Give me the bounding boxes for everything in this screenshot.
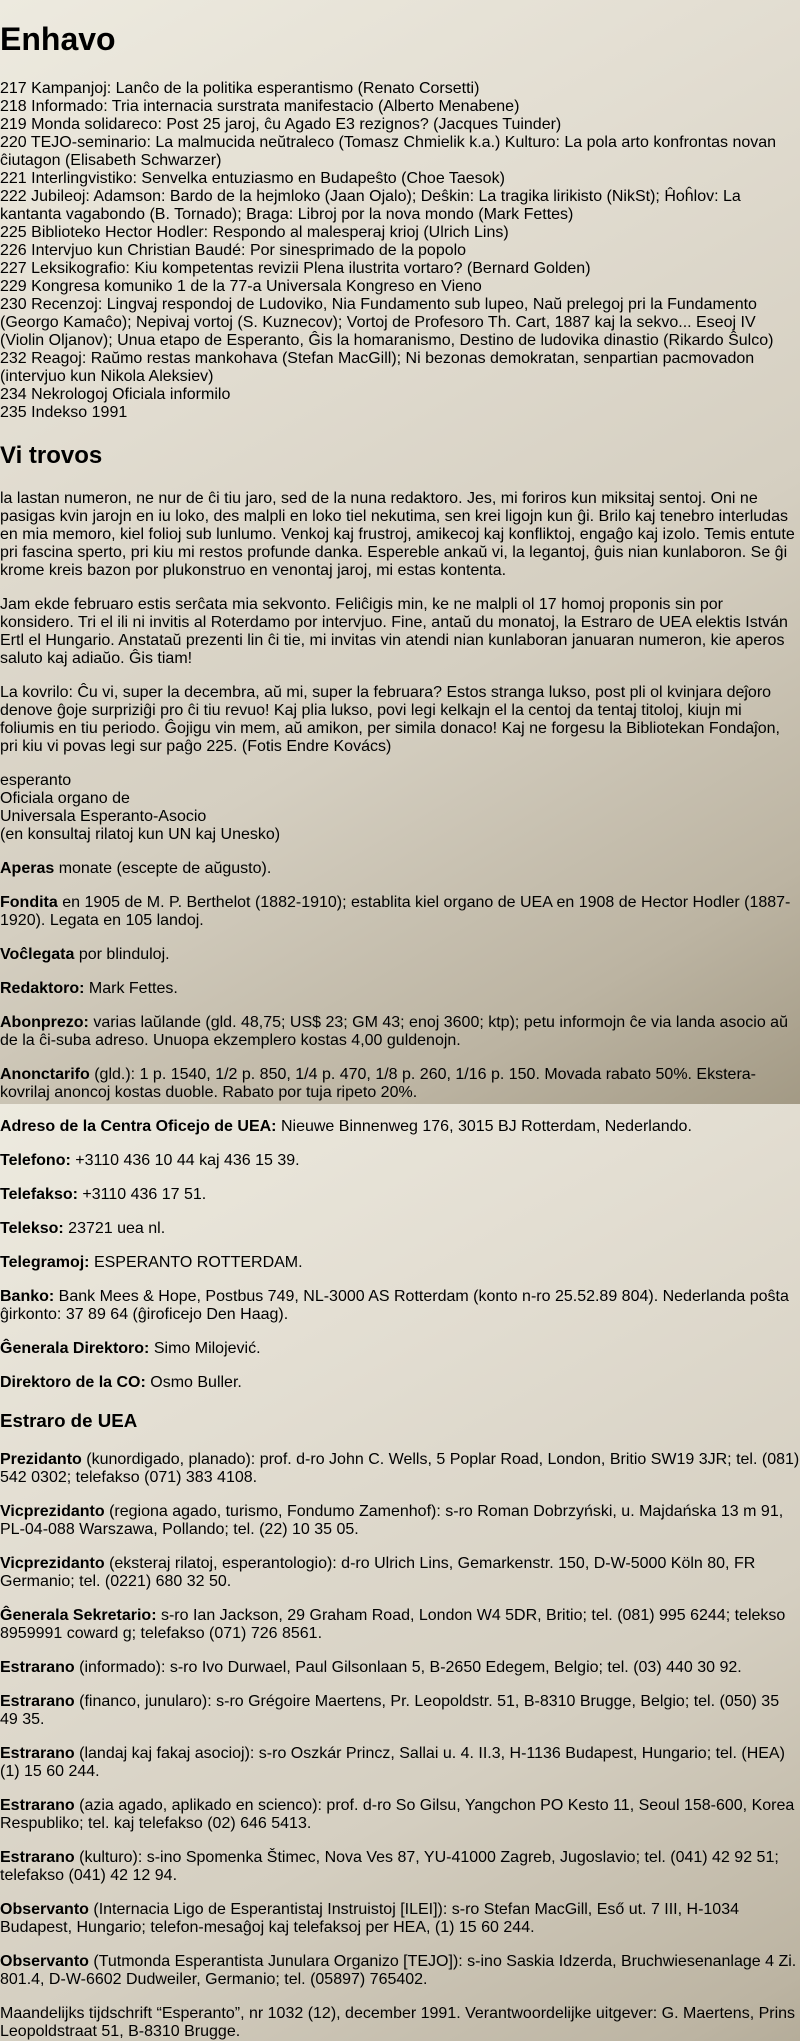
esperanto-logo: esperanto <box>0 771 72 789</box>
masthead-item-text: por blinduloj. <box>74 945 170 963</box>
toc-entry-page-number: 219 <box>0 115 27 133</box>
office-info-list <box>0 1254 800 1392</box>
cover-note-paragraph <box>0 684 800 756</box>
masthead-item-label: Abonprezo: <box>0 1013 89 1031</box>
masthead-column-2 <box>0 1254 800 1643</box>
toc-entry-page-number: 234 <box>0 385 27 403</box>
board-member-item <box>0 1607 800 1643</box>
toc-entry <box>0 350 800 386</box>
masthead-item-label: Telefono: <box>0 1151 71 1169</box>
masthead-item-label: Telekso: <box>0 1219 64 1237</box>
toc-entry-page-number: 232 <box>0 349 27 367</box>
toc-entry <box>0 116 800 134</box>
board-member-details: (regiona agado, turismo, Fondumo Zamenhof): s-ro Roman Dobrzyński, u. Majdańska 13 m 91, PL-04-088 Warszawa, Pollando; tel. (22) 10 35 05. <box>0 1503 784 1539</box>
board-member-details: (landaj kaj fakaj asocioj): s-ro Oszkár Princz, Sallai u. 4. II.3, H-1136 Budapest, Hungario; tel. (HEA) (1) 15 60 244. <box>0 1745 785 1781</box>
masthead-info-item <box>0 1186 800 1204</box>
board-member-details: (kunordigado, planado): prof. d-ro John C. Wells, 5 Poplar Road, London, Britio SW19 3JR; tel. (081) 542 0302; telefakso (071) 383 4108. <box>0 1451 800 1487</box>
masthead-item-label: Telefakso: <box>0 1185 78 1203</box>
board-member-role: Vicprezidanto <box>0 1503 105 1521</box>
toc-entry-text: Kampanjoj: Lanĉo de la politika esperantismo (Renato Corsetti) <box>31 79 480 97</box>
estraro-heading: Estraro de UEA <box>0 1410 138 1432</box>
toc-entry-page-number: 230 <box>0 295 27 313</box>
board-member-role: Prezidanto <box>0 1451 82 1469</box>
board-member-role: Vicprezidanto <box>0 1555 105 1573</box>
board-member-details: (Tutmonda Esperantista Junulara Organizo [TEJO]): s-ino Saskia Idzerda, Bruchwiesenanlage 4 Zi. 801.4, D-W-6602 Dudweiler, Germanio; tel. (05897) 765402. <box>0 1953 797 1989</box>
board-member-item <box>0 1901 800 1937</box>
masthead-info-item <box>0 980 800 998</box>
board-member-details: (kulturo): s-ino Spomenka Štimec, Nova Ves 87, YU-41000 Zagreb, Jugoslavio; tel. (041) 42 92 51; telefakso (041) 42 12 94. <box>0 1849 779 1885</box>
toc-list <box>0 80 800 422</box>
cover-note-text: Ĉu vi, super la decembra, aŭ mi, super la februara? Estos stranga lukso, post pli ol kvinjara deĵoro denove ĝoje surpriziĝi pro ĉi tiu revuo! Kaj plia lukso, povi legi kelkajn el la centoj da tentaj titoloj, kiujn mi foliumis en tiu periodo. Ĝojigu vin mem, aŭ amikon, per simila donaco! Kaj ne forgesu la Bibliotekan Fondaĵon, pri kiu vi povas legi sur paĝo 225. (Fotis Endre Kovács) <box>0 683 780 755</box>
toc-entry-text: Interlingvistiko: Senvelka entuziasmo en Budapeŝto (Choe Taesok) <box>31 169 505 187</box>
toc-entry-page-number: 235 <box>0 403 27 421</box>
board-list <box>0 1451 800 1643</box>
masthead-info-item <box>0 946 800 964</box>
toc-entry-page-number: 226 <box>0 241 27 259</box>
office-item-text: Simo Milojević. <box>149 1339 261 1357</box>
office-item-label: Direktoro de la CO: <box>0 1373 146 1391</box>
editorial-paragraph: la lastan numeron, ne nur de ĉi tiu jaro, sed de la nuna redaktoro. Jes, mi foriros kun miksitaj sentoj. Oni ne pasigas kvin jarojn en iu loko, des malpli en loko tiel nekutima, sen krei ligojn kun ĝi. Brilo kaj tenebro interludas en mia memoro, kiel folioj sub lunlumo. Venkoj kaj frustroj, amikecoj kaj konfliktoj, engaĝo kaj izolo. Temis entute pri fascina sperto, pri kiu mi restos profunde danka. Espereble ankaŭ vi, la legantoj, ĝuis nian kunlaboron. Se ĝi krome kreis bazon por plukonstruo en venontaj jaroj, mi estas kontenta. <box>0 489 795 579</box>
office-item-label: Banko: <box>0 1287 55 1305</box>
masthead-column-1 <box>0 772 800 1238</box>
masthead-info-item <box>0 1066 800 1102</box>
masthead-info-item <box>0 1118 800 1136</box>
board-member-item <box>0 1503 800 1539</box>
board-member-item <box>0 1693 800 1729</box>
toc-entry-text: Intervjuo kun Christian Baudé: Por sinesprimado de la popolo <box>31 241 467 259</box>
board-member-role: Estrarano <box>0 1693 75 1711</box>
toc-entry-page-number: 220 <box>0 133 27 151</box>
board-member-item <box>0 1745 800 1781</box>
board-member-item <box>0 1849 800 1885</box>
toc-entry-text: Reagoj: Raŭmo restas mankohava (Stefan MacGill); Ni bezonas demokratan, senpartian pacmovadon (intervjuo kun Nikola Aleksiev) <box>0 349 755 385</box>
board-member-details: (financo, junularo): s-ro Grégoire Maertens, Pr. Leopoldstr. 51, B-8310 Brugge, Belgio; tel. (050) 35 49 35. <box>0 1693 780 1729</box>
toc-entry <box>0 260 800 278</box>
board-member-role: Estrarano <box>0 1745 75 1763</box>
masthead-item-text: 23721 uea nl. <box>63 1219 166 1237</box>
editorial-column <box>0 442 800 756</box>
toc-entry <box>0 386 800 404</box>
masthead-info-item <box>0 894 800 930</box>
toc-section <box>0 21 800 421</box>
board-member-details: (eksteraj rilatoj, esperantologio): d-ro Ulrich Lins, Gemarkenstr. 150, D-W-5000 Köln 80, FR Germanio; tel. (0221) 680 32 50. <box>0 1555 756 1591</box>
magazine-page <box>0 21 800 2041</box>
toc-entry-page-number: 217 <box>0 79 27 97</box>
masthead-info-item <box>0 860 800 878</box>
masthead-item-text: varias laŭlande (gld. 48,75; US$ 23; GM 43; enoj 3600; ktp); petu informojn ĉe via landa asocio aŭ de la ĉi-suba adreso. Unuopa ekzemplero kostas 4,00 guldenojn. <box>0 1013 788 1049</box>
cover-note-lead: La kovrilo: <box>0 683 73 701</box>
board-member-details: s-ro Ian Jackson, 29 Graham Road, London W4 5DR, Britio; tel. (081) 995 6244; telekso 8959991 coward g; telefakso (071) 726 8561. <box>0 1607 786 1643</box>
masthead-item-text: monate (escepte de aŭgusto). <box>54 859 272 877</box>
masthead-item-label: Voĉlegata <box>0 945 75 963</box>
toc-entry-page-number: 218 <box>0 97 27 115</box>
office-item-text: ESPERANTO ROTTERDAM. <box>89 1253 303 1271</box>
masthead-item-text: Nieuwe Binnenweg 176, 3015 BJ Rotterdam, Nederlando. <box>276 1117 692 1135</box>
masthead-info-list <box>0 860 800 1238</box>
board-members-list <box>0 1659 800 1989</box>
toc-entry-text: Recenzoj: Lingvaj respondoj de Ludoviko, Nia Fundamento sub lupeo, Naŭ prelegoj pri la Fundamento (Georgo Kamaĉo); Nepivaj vortoj (S. Kuznecov); Vortoj de Profesoro Th. Cart, 1887 kaj la sekvo... Eseoj IV (Violin Oljanov); Unua etapo de Esperanto, Ĝis la homaranismo, Destino de ludovika dinastio (Rikardo Ŝulco) <box>0 295 774 349</box>
board-member-item <box>0 1659 800 1677</box>
board-member-details: (Internacia Ligo de Esperantistaj Instruistoj [ILEI]): s-ro Stefan MacGill, Eső ut. 7 III, H-1034 Budapest, Hungario; telefon-mesaĝoj kaj telefaksoj per HEA, (1) 15 60 244. <box>0 1901 739 1937</box>
office-item-label: Telegramoj: <box>0 1253 90 1271</box>
toc-entry-text: Informado: Tria internacia surstrata manifestacio (Alberto Menabene) <box>31 97 520 115</box>
office-info-item <box>0 1340 800 1358</box>
masthead-box <box>0 772 800 1989</box>
board-member-role: Estrarano <box>0 1849 75 1867</box>
toc-entry <box>0 188 800 224</box>
masthead-info-item <box>0 1152 800 1170</box>
toc-entry <box>0 98 800 116</box>
toc-entry-text: TEJO-seminario: La malmucida neŭtraleco (Tomasz Chmielik k.a.) Kulturo: La pola arto konfrontas novan ĉiutagon (Elisabeth Schwarzer) <box>0 133 777 169</box>
office-item-text: Bank Mees & Hope, Postbus 749, NL-3000 AS Rotterdam (konto n-ro 25.52.89 804). Nederlanda poŝta ĝirkonto: 37 89 64 (ĝiroficejo Den Haag). <box>0 1287 789 1323</box>
office-info-item <box>0 1288 800 1324</box>
board-member-item <box>0 1797 800 1833</box>
toc-entry-page-number: 222 <box>0 187 27 205</box>
masthead-item-text: +3110 436 17 51. <box>77 1185 207 1203</box>
toc-entry <box>0 80 800 98</box>
board-member-role: Ĝenerala Sekretario: <box>0 1607 157 1625</box>
toc-entry-text: Kongresa komuniko 1 de la 77-a Universala Kongreso en Vieno <box>31 277 482 295</box>
masthead-item-label: Aperas <box>0 859 55 877</box>
toc-entry <box>0 224 800 242</box>
toc-entry-page-number: 225 <box>0 223 27 241</box>
board-member-item <box>0 1555 800 1591</box>
toc-entry-page-number: 221 <box>0 169 27 187</box>
office-item-text: Osmo Buller. <box>145 1373 242 1391</box>
magazine-red-cover-spine <box>58 56 104 1090</box>
masthead-subtitle: Oficiala organo de <box>0 789 130 807</box>
toc-entry-text: Monda solidareco: Post 25 jaroj, ĉu Agado E3 rezignos? (Jacques Tuinder) <box>31 115 562 133</box>
masthead-subtitle-note: (en konsultaj rilatoj kun UN kaj Unesko) <box>0 825 281 843</box>
toc-entry-page-number: 227 <box>0 259 27 277</box>
board-member-role: Observanto <box>0 1953 89 1971</box>
board-member-details: (informado): s-ro Ivo Durwael, Paul Gilsonlaan 5, B-2650 Edegem, Belgio; tel. (03) 440 30 92. <box>74 1659 742 1677</box>
masthead-item-label: Anonctarifo <box>0 1065 90 1083</box>
toc-entry-text: Biblioteko Hector Hodler: Respondo al malesperaj krioj (Ulrich Lins) <box>31 223 509 241</box>
masthead-item-text: +3110 436 10 44 kaj 436 15 39. <box>70 1151 300 1169</box>
masthead-item-label: Fondita <box>0 893 58 911</box>
toc-entry <box>0 278 800 296</box>
toc-entry <box>0 296 800 350</box>
toc-title: Enhavo <box>0 21 116 58</box>
toc-entry-text: Nekrologoj Oficiala informilo <box>31 385 231 403</box>
board-member-role: Observanto <box>0 1901 89 1919</box>
office-item-label: Ĝenerala Direktoro: <box>0 1339 150 1357</box>
office-info-item <box>0 1374 800 1392</box>
imprint-line: Maandelijks tijdschrift “Esperanto”, nr 1032 (12), december 1991. Verantwoordelijke uitgever: G. Maertens, Prins Leopoldstraat 51, B-8310 Brugge. <box>0 2005 796 2041</box>
masthead-item-label: Adreso de la Centra Oficejo de UEA: <box>0 1117 277 1135</box>
toc-entry <box>0 404 800 422</box>
masthead-info-item <box>0 1014 800 1050</box>
board-member-item <box>0 1953 800 1989</box>
toc-entry <box>0 170 800 188</box>
masthead-info-item <box>0 1220 800 1238</box>
board-member-role: Estrarano <box>0 1659 75 1677</box>
masthead-subtitle: Universala Esperanto-Asocio <box>0 807 207 825</box>
masthead-item-text: (gld.): 1 p. 1540, 1/2 p. 850, 1/4 p. 470, 1/8 p. 260, 1/16 p. 150. Movada rabato 50%. Ekstera-kovrilaj anoncoj kostas duoble. Rabato por tuja ripeto 20%. <box>0 1065 756 1101</box>
toc-entry <box>0 242 800 260</box>
toc-entry-text: Jubileoj: Adamson: Bardo de la hejmloko (Jaan Ojalo); Deŝkin: La tragika lirikisto (NikSt); Ĥoĥlov: La kantanta vagabondo (B. Tornado); Braga: Libroj por la nova mondo (Mark Fettes) <box>0 187 741 223</box>
office-info-item <box>0 1254 800 1272</box>
board-member-role: Estrarano <box>0 1797 75 1815</box>
masthead-item-text: Mark Fettes. <box>84 979 178 997</box>
editorial-title: Vi trovos <box>0 441 103 469</box>
board-member-item <box>0 1451 800 1487</box>
toc-entry <box>0 134 800 170</box>
masthead-item-label: Redaktoro: <box>0 979 85 997</box>
editorial-paragraph: Jam ekde februaro estis serĉata mia sekvonto. Feliĉigis min, ke ne malpli ol 17 homoj proponis sin por konsidero. Tri el ili ni invitis al Roterdamo por intervjuo. Fine, antaŭ du monatoj, la Estraro de UEA elektis István Ertl el Hungario. Anstataŭ prezenti lin ĉi tie, mi invitas vin atendi nian kunlaboran januaran numeron, kie aperos saluto kaj adiaŭo. Ĝis tiam! <box>0 595 788 667</box>
masthead-item-text: en 1905 de M. P. Berthelot (1882-1910); establita kiel organo de UEA en 1908 de Hector Hodler (1887-1920). Legata en 105 landoj. <box>0 893 791 929</box>
masthead-column-3 <box>0 1659 800 1989</box>
board-member-details: (azia agado, aplikado en scienco): prof. d-ro So Gilsu, Yangchon PO Kesto 11, Seoul 158-600, Korea Respubliko; tel. kaj telefakso (02) 646 5413. <box>0 1797 795 1833</box>
toc-entry-text: Indekso 1991 <box>31 403 128 421</box>
toc-entry-text: Leksikografio: Kiu kompetentas revizii Plena ilustrita vortaro? (Bernard Golden) <box>31 259 591 277</box>
toc-entry-page-number: 229 <box>0 277 27 295</box>
